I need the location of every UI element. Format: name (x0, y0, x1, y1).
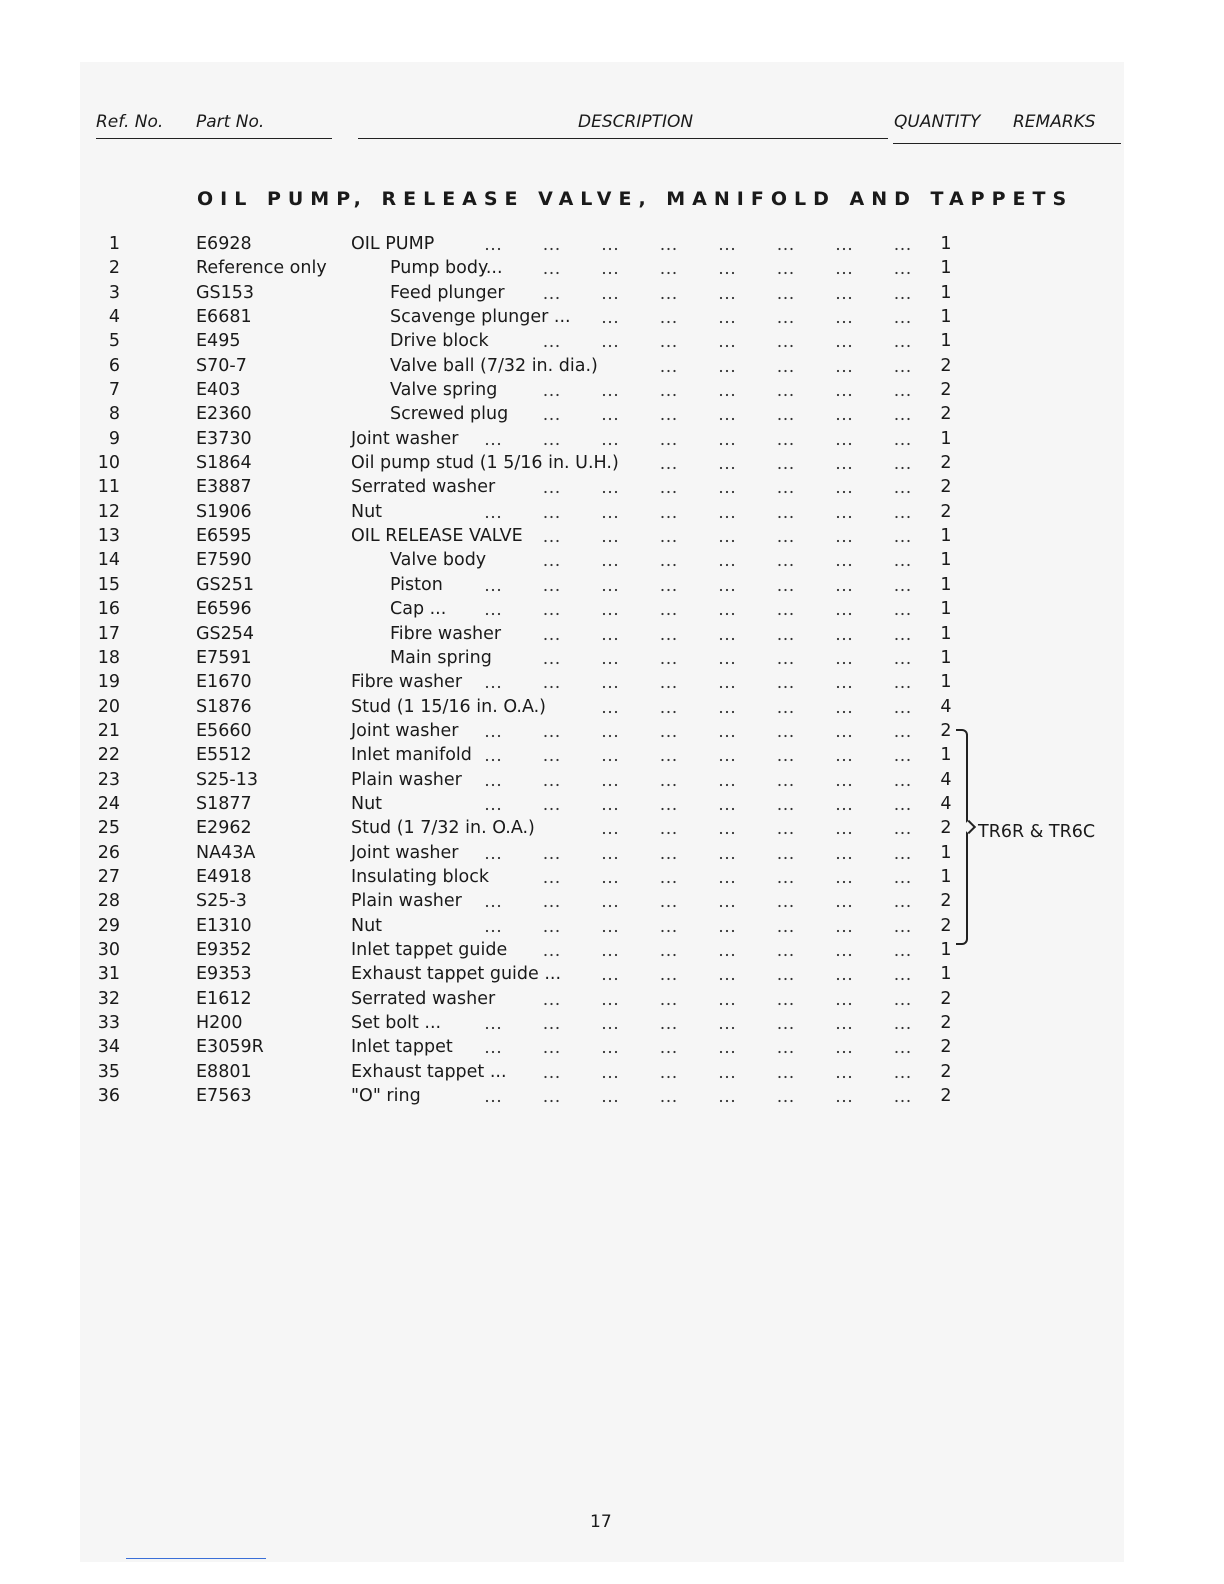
ref-number: 29 (97, 915, 120, 936)
quantity: 1 (940, 647, 952, 668)
quantity: 2 (940, 720, 952, 741)
quantity: 1 (940, 842, 952, 863)
part-description: "O" ring (351, 1086, 421, 1107)
quantity: 2 (940, 1086, 952, 1107)
table-row (0, 283, 1224, 307)
table-row (0, 575, 1224, 599)
ref-number: 3 (108, 282, 120, 303)
ref-number: 15 (97, 574, 120, 595)
part-description: Serrated washer (351, 477, 496, 498)
quantity: 4 (940, 769, 952, 790)
part-number: E3059R (196, 1037, 264, 1058)
ref-number: 13 (97, 526, 120, 547)
part-number: E7591 (196, 647, 252, 668)
part-description: Nut (351, 793, 383, 814)
leader-dots (0, 889, 1224, 913)
part-number: NA43A (196, 842, 256, 863)
ref-number: 28 (97, 891, 120, 912)
leader-dots (0, 646, 1224, 670)
part-number: GS254 (196, 623, 255, 644)
header-ref: Ref. No. (96, 112, 164, 132)
ref-number: 7 (108, 380, 120, 401)
part-description: Joint washer (351, 842, 459, 863)
part-description: Main spring (390, 647, 492, 668)
page-number: 17 (590, 1512, 612, 1532)
leader-dots (0, 987, 1224, 1011)
leader-dots (0, 841, 1224, 865)
table-row (0, 234, 1224, 258)
table-row (0, 331, 1224, 355)
part-number: H200 (196, 1013, 243, 1033)
ref-number: 14 (97, 550, 120, 571)
part-number: S70-7 (196, 355, 247, 376)
part-number: E1670 (196, 672, 252, 693)
ref-number: 12 (97, 501, 120, 522)
leader-dots (0, 695, 1224, 719)
leader-dots (0, 354, 1224, 378)
table-row (0, 477, 1224, 501)
leader-dots (0, 378, 1224, 402)
part-number: E1310 (196, 915, 252, 936)
leader-dots (0, 256, 1224, 280)
ref-number: 23 (97, 769, 120, 790)
ref-number: 33 (97, 1013, 120, 1033)
leader-dots (0, 475, 1224, 499)
part-description: Exhaust tappet ... (351, 1061, 507, 1082)
quantity: 4 (940, 793, 952, 814)
quantity: 1 (940, 623, 952, 644)
leader-dots (0, 281, 1224, 305)
quantity: 1 (940, 599, 952, 620)
part-description: Stud (1 15/16 in. O.A.) (351, 696, 547, 717)
quantity: 2 (940, 404, 952, 425)
part-description: Valve spring (390, 380, 498, 401)
quantity: 1 (940, 939, 952, 960)
quantity: 2 (940, 1037, 952, 1058)
part-number: E9353 (196, 964, 252, 985)
ref-number: 20 (97, 696, 120, 717)
part-description: Insulating block (351, 866, 489, 887)
part-number: GS251 (196, 574, 255, 595)
header-rule (358, 138, 888, 139)
leader-dots (0, 792, 1224, 816)
quantity: 1 (940, 331, 952, 352)
ref-number: 6 (108, 355, 120, 376)
part-number: E7590 (196, 550, 252, 571)
part-description: OIL PUMP (351, 234, 435, 254)
part-number: E5512 (196, 745, 252, 766)
ref-number: 8 (108, 404, 120, 425)
ref-number: 24 (97, 793, 120, 814)
table-row (0, 721, 1224, 745)
leader-dots (0, 743, 1224, 767)
leader-dots (0, 914, 1224, 938)
table-row (0, 526, 1224, 550)
part-number: E6595 (196, 526, 252, 547)
leader-dots (0, 719, 1224, 743)
ref-number: 4 (108, 307, 120, 328)
part-number: E3730 (196, 428, 252, 449)
part-description: Drive block (390, 331, 489, 352)
part-description: Joint washer (351, 720, 459, 741)
part-number: GS153 (196, 282, 255, 303)
ref-number: 21 (97, 720, 120, 741)
leader-dots (0, 548, 1224, 572)
table-row (0, 940, 1224, 964)
quantity: 1 (940, 964, 952, 985)
ref-number: 16 (97, 599, 120, 620)
section-title: OIL PUMP, RELEASE VALVE, MANIFOLD AND TAPPETS (197, 188, 1074, 210)
ref-number: 19 (97, 672, 120, 693)
part-number: S1906 (196, 501, 252, 522)
ref-number: 25 (97, 818, 120, 839)
part-number: E6596 (196, 599, 252, 620)
remark-brace (956, 729, 968, 945)
leader-dots (0, 524, 1224, 548)
part-number: E7563 (196, 1086, 252, 1107)
part-description: Oil pump stud (1 5/16 in. U.H.) (351, 453, 619, 474)
quantity: 2 (940, 1061, 952, 1082)
part-description: Valve body (390, 550, 487, 571)
part-description: Stud (1 7/32 in. O.A.) (351, 818, 535, 839)
quantity: 2 (940, 1013, 952, 1033)
part-description: Nut (351, 915, 383, 936)
quantity: 2 (940, 477, 952, 498)
part-description: Pump body... (390, 258, 503, 279)
part-description: Screwed plug (390, 404, 509, 425)
part-description: Nut (351, 501, 383, 522)
header-rule (893, 143, 1121, 144)
table-row (0, 891, 1224, 915)
part-description: Cap ... (390, 599, 447, 620)
part-number: E1612 (196, 988, 252, 1009)
table-row (0, 258, 1224, 282)
ref-number: 36 (97, 1086, 120, 1107)
ref-number: 22 (97, 745, 120, 766)
part-number: E6928 (196, 234, 252, 254)
leader-dots (0, 938, 1224, 962)
ref-number: 27 (97, 866, 120, 887)
leader-dots (0, 500, 1224, 524)
part-description: Feed plunger (390, 282, 505, 303)
leader-dots (0, 573, 1224, 597)
table-row (0, 502, 1224, 526)
quantity: 1 (940, 574, 952, 595)
part-description: Set bolt ... (351, 1013, 442, 1033)
leader-dots (0, 670, 1224, 694)
ref-number: 17 (97, 623, 120, 644)
quantity: 4 (940, 696, 952, 717)
quantity: 1 (940, 550, 952, 571)
leader-dots (0, 305, 1224, 329)
quantity: 2 (940, 891, 952, 912)
part-number: S1864 (196, 453, 252, 474)
leader-dots (0, 1084, 1224, 1108)
table-row (0, 599, 1224, 623)
quantity: 1 (940, 866, 952, 887)
part-number: E6681 (196, 307, 252, 328)
part-description: Piston (390, 574, 443, 595)
part-number: E3887 (196, 477, 252, 498)
part-description: Inlet manifold (351, 745, 472, 766)
quantity: 1 (940, 526, 952, 547)
part-description: Plain washer (351, 891, 462, 912)
part-number: E2962 (196, 818, 252, 839)
part-number: E403 (196, 380, 241, 401)
ref-number: 30 (97, 939, 120, 960)
quantity: 2 (940, 355, 952, 376)
table-row (0, 380, 1224, 404)
part-number: E8801 (196, 1061, 252, 1082)
ref-number: 1 (108, 234, 120, 254)
parts-table (0, 234, 1224, 1110)
table-row (0, 356, 1224, 380)
header-quantity: QUANTITY (894, 112, 981, 132)
ref-number: 9 (108, 428, 120, 449)
table-row (0, 843, 1224, 867)
ref-number: 31 (97, 964, 120, 985)
leader-dots (0, 427, 1224, 451)
leader-dots (0, 232, 1224, 256)
quantity: 2 (940, 453, 952, 474)
ref-number: 10 (97, 453, 120, 474)
header-remarks: REMARKS (1013, 112, 1096, 132)
ref-number: 2 (108, 258, 120, 279)
part-description: Serrated washer (351, 988, 496, 1009)
part-description: Scavenge plunger ... (390, 307, 571, 328)
header-rule (96, 138, 332, 139)
ref-number: 18 (97, 647, 120, 668)
table-row (0, 916, 1224, 940)
footer-line (126, 1558, 266, 1559)
part-number: S1877 (196, 793, 252, 814)
table-row (0, 672, 1224, 696)
leader-dots (0, 768, 1224, 792)
quantity: 1 (940, 672, 952, 693)
table-row (0, 624, 1224, 648)
part-description: Inlet tappet guide (351, 939, 508, 960)
leader-dots (0, 597, 1224, 621)
table-row (0, 989, 1224, 1013)
part-number: E4918 (196, 866, 252, 887)
table-row (0, 307, 1224, 331)
part-number: E9352 (196, 939, 252, 960)
ref-number: 11 (97, 477, 120, 498)
ref-number: 26 (97, 842, 120, 863)
quantity: 1 (940, 745, 952, 766)
leader-dots (0, 1060, 1224, 1084)
table-row (0, 1037, 1224, 1061)
part-description: OIL RELEASE VALVE (351, 526, 523, 547)
part-description: Fibre washer (390, 623, 502, 644)
table-row (0, 964, 1224, 988)
quantity: 1 (940, 428, 952, 449)
table-row (0, 648, 1224, 672)
quantity: 2 (940, 818, 952, 839)
table-row (0, 745, 1224, 769)
part-description: Exhaust tappet guide ... (351, 964, 562, 985)
part-description: Joint washer (351, 428, 459, 449)
leader-dots (0, 865, 1224, 889)
ref-number: 34 (97, 1037, 120, 1058)
part-number: S25-3 (196, 891, 247, 912)
part-number: E495 (196, 331, 241, 352)
ref-number: 32 (97, 988, 120, 1009)
part-description: Plain washer (351, 769, 462, 790)
part-number: S1876 (196, 696, 252, 717)
leader-dots (0, 962, 1224, 986)
leader-dots (0, 1035, 1224, 1059)
part-description: Inlet tappet (351, 1037, 453, 1058)
remark-text: TR6R & TR6C (978, 822, 1096, 842)
table-row (0, 770, 1224, 794)
ref-number: 35 (97, 1061, 120, 1082)
leader-dots (0, 329, 1224, 353)
table-row (0, 1013, 1224, 1037)
part-number: Reference only (196, 258, 327, 279)
quantity: 1 (940, 258, 952, 279)
table-row (0, 429, 1224, 453)
quantity: 2 (940, 501, 952, 522)
ref-number: 5 (108, 331, 120, 352)
part-number: S25-13 (196, 769, 258, 790)
quantity: 2 (940, 915, 952, 936)
header-part: Part No. (196, 112, 265, 132)
header-description: DESCRIPTION (578, 112, 694, 132)
part-description: Valve ball (7/32 in. dia.) (390, 355, 598, 376)
quantity: 1 (940, 307, 952, 328)
table-row (0, 867, 1224, 891)
table-row (0, 697, 1224, 721)
quantity: 2 (940, 380, 952, 401)
table-row (0, 453, 1224, 477)
part-number: E2360 (196, 404, 252, 425)
table-row (0, 550, 1224, 574)
table-row (0, 404, 1224, 428)
quantity: 1 (940, 234, 952, 254)
quantity: 2 (940, 988, 952, 1009)
table-row (0, 1086, 1224, 1110)
part-number: E5660 (196, 720, 252, 741)
table-row (0, 1062, 1224, 1086)
leader-dots (0, 622, 1224, 646)
leader-dots (0, 1011, 1224, 1035)
part-description: Fibre washer (351, 672, 463, 693)
quantity: 1 (940, 282, 952, 303)
leader-dots (0, 402, 1224, 426)
table-row (0, 794, 1224, 818)
